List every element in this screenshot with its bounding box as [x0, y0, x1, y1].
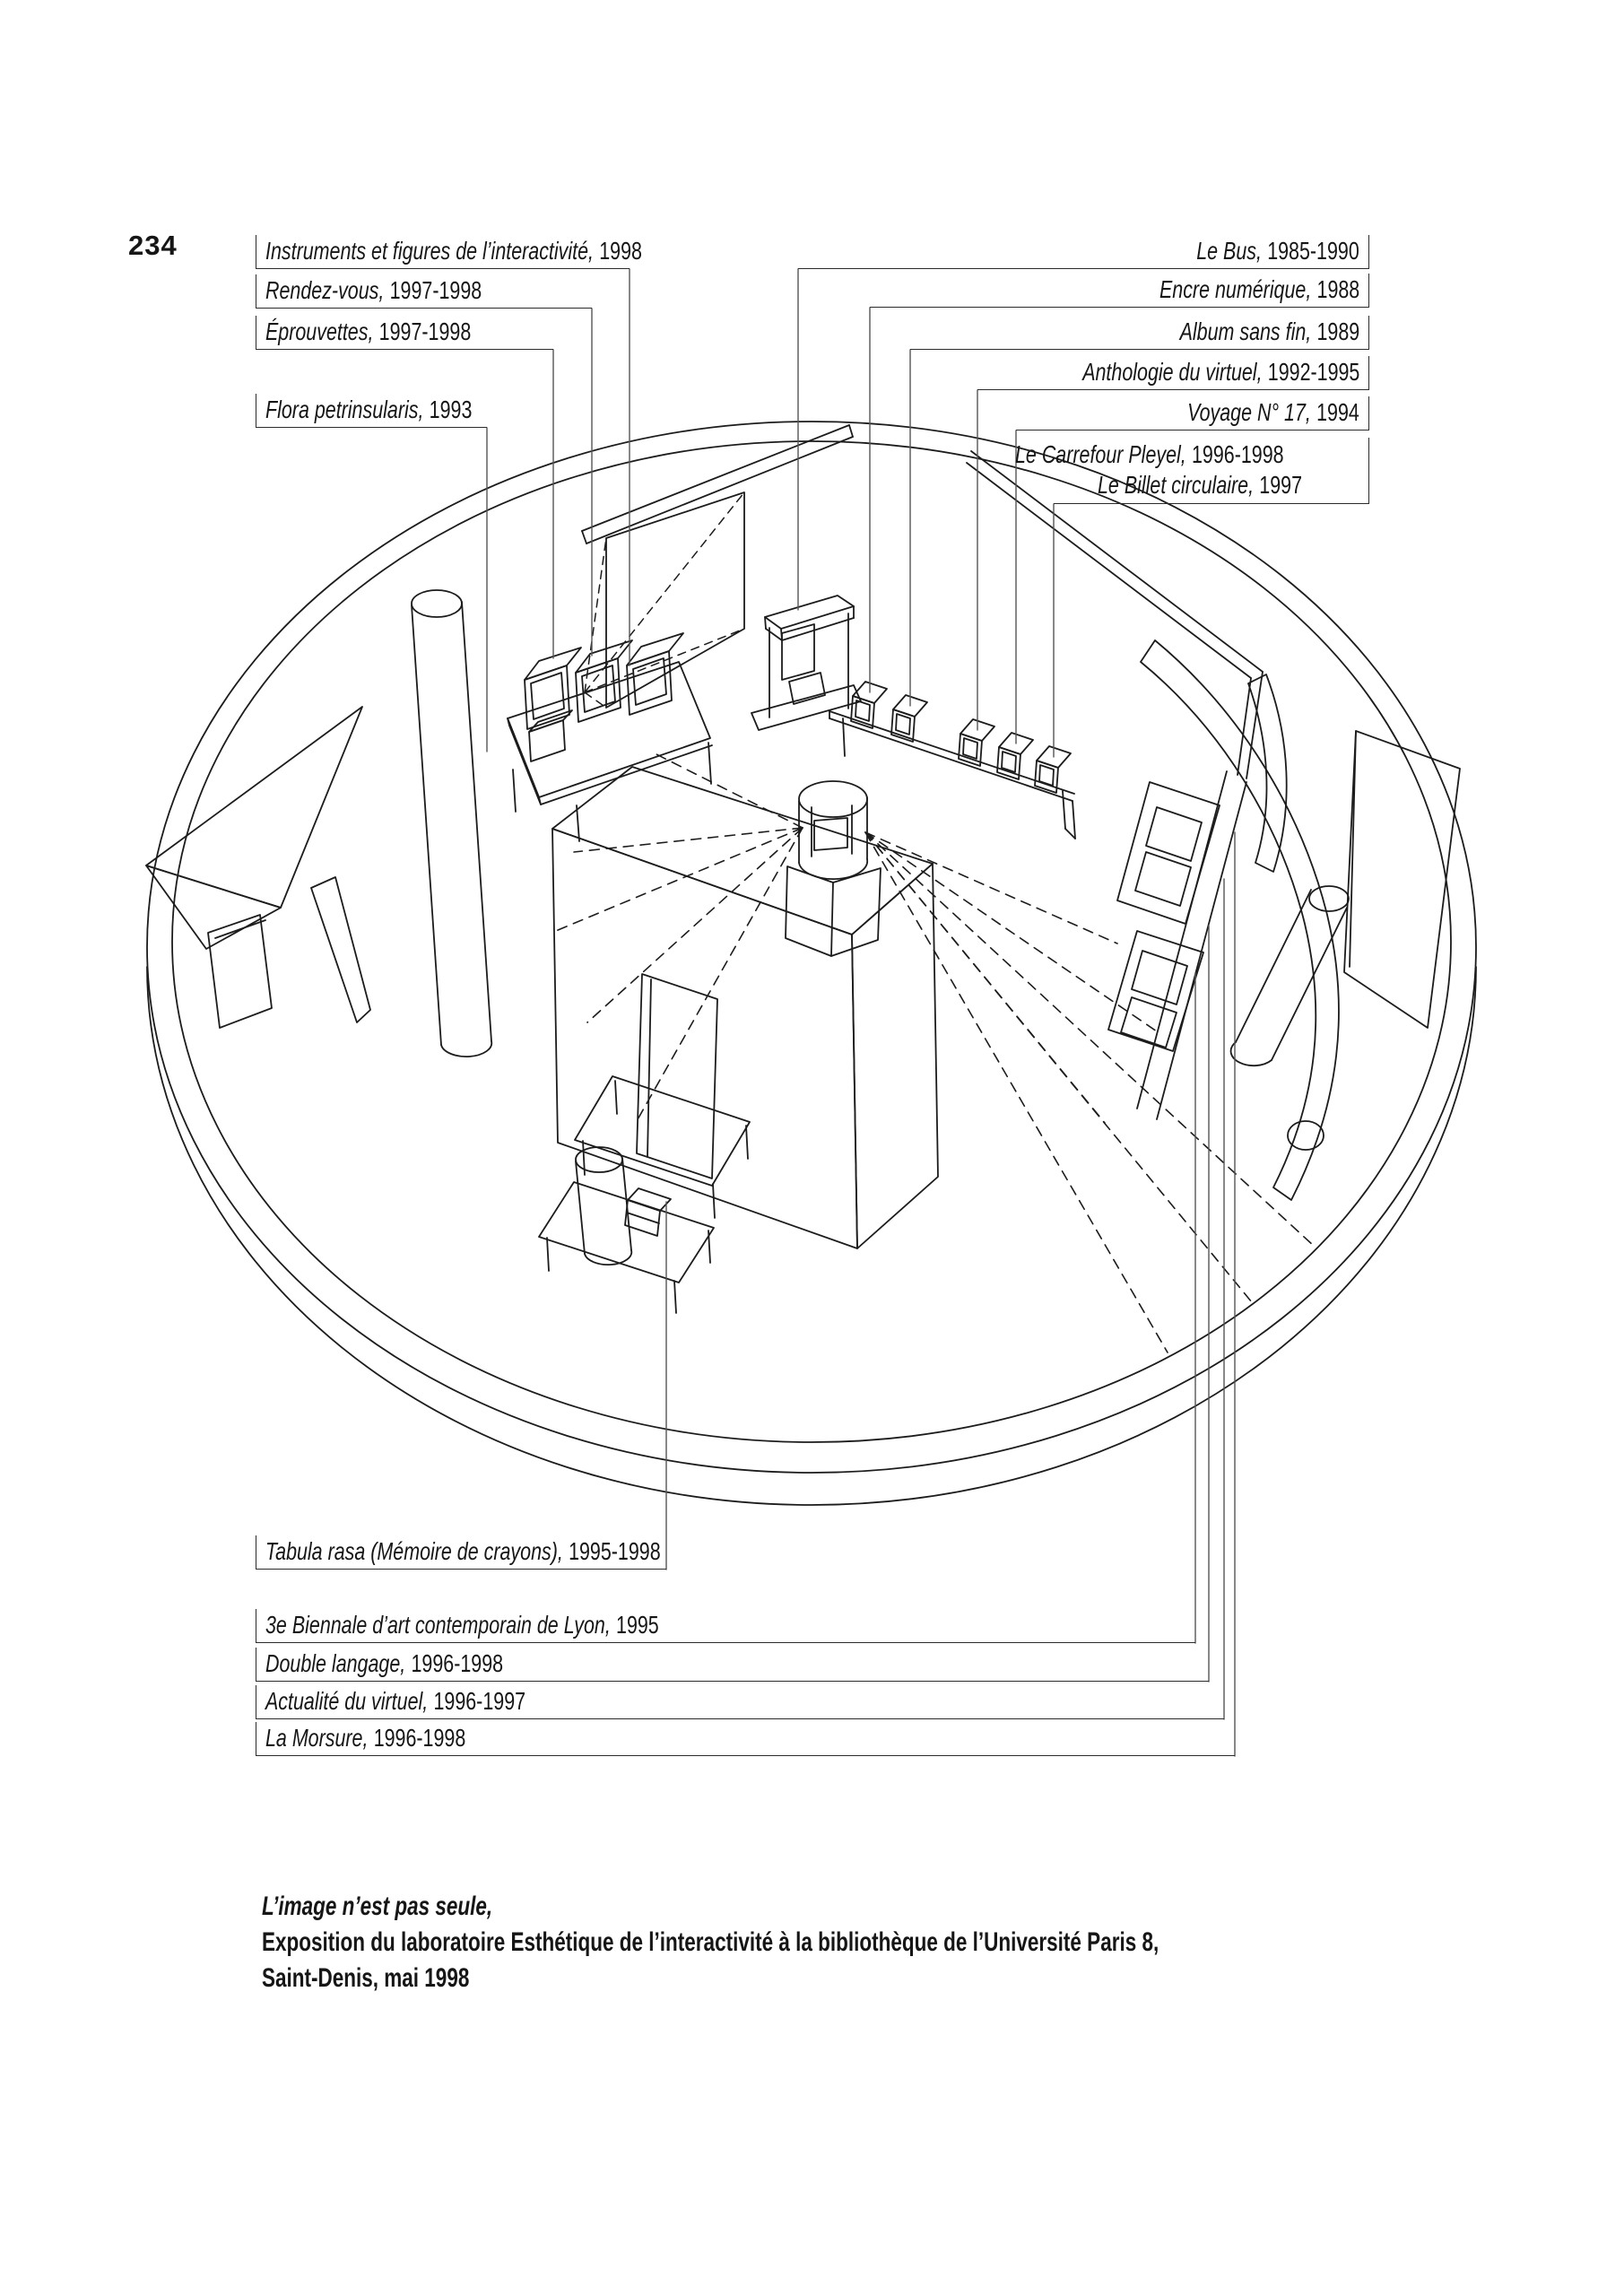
figure-caption: [262, 1889, 1458, 1996]
label-biennale-lyon: 3e Biennale d’art contemporain de Lyon, 1995: [256, 1609, 1195, 1643]
tilted-cylinder: [1231, 886, 1349, 1065]
workstation-monitors: [525, 633, 683, 761]
workstation-table: [508, 662, 712, 841]
label-la-morsure: La Morsure, 1996-1998: [256, 1722, 1235, 1756]
booth: [751, 596, 861, 730]
right-wall-panel: [1344, 731, 1460, 1028]
caption-exposition: Exposition du laboratoire Esthétique de l’interactivité à la bibliothèque de l’Université Paris 8,: [262, 1927, 1159, 1957]
caption-title: L’image n’est pas seule,: [262, 1892, 493, 1921]
label-eprouvettes: Éprouvettes, 1997-1998: [256, 316, 553, 350]
kiosk-box: [552, 767, 938, 1248]
label-carrefour-pleyel-billet-circulaire: Le Carrefour Pleyel, 1996-1998 Le Billet circulaire, 1997: [1054, 438, 1369, 504]
label-voyage-17: Voyage N° 17, 1994: [1016, 396, 1369, 430]
label-album-sans-fin: Album sans fin, 1989: [910, 316, 1369, 350]
label-instruments: Instruments et figures de l’interactivité, 1998: [256, 235, 630, 269]
left-column: [412, 590, 491, 1057]
label-encre-numerique: Encre numérique, 1988: [870, 274, 1369, 308]
seating-blocks: [1108, 771, 1246, 1119]
label-actualite-du-virtuel: Actualité du virtuel, 1996-1997: [256, 1685, 1224, 1719]
label-rendez-vous: Rendez-vous, 1997-1998: [256, 274, 592, 309]
page-number: 234: [128, 230, 178, 261]
sight-lines-left: [551, 753, 803, 1121]
room-outline: [147, 422, 1476, 1505]
label-tabula-rasa: Tabula rasa (Mémoire de crayons), 1995-1998: [256, 1535, 666, 1570]
label-anthologie-du-virtuel: Anthologie du virtuel, 1992-1995: [977, 356, 1369, 390]
curved-wall-panels: [1141, 640, 1339, 1200]
bottom-tables: [539, 1076, 750, 1313]
label-le-bus: Le Bus, 1985-1990: [798, 235, 1369, 269]
label-flora-petrinsularis: Flora petrinsularis, 1993: [256, 394, 487, 428]
label-double-langage: Double langage, 1996-1998: [256, 1648, 1209, 1682]
caption-place-date: Saint-Denis, mai 1998: [262, 1963, 470, 1993]
central-pedestal: [786, 781, 881, 956]
